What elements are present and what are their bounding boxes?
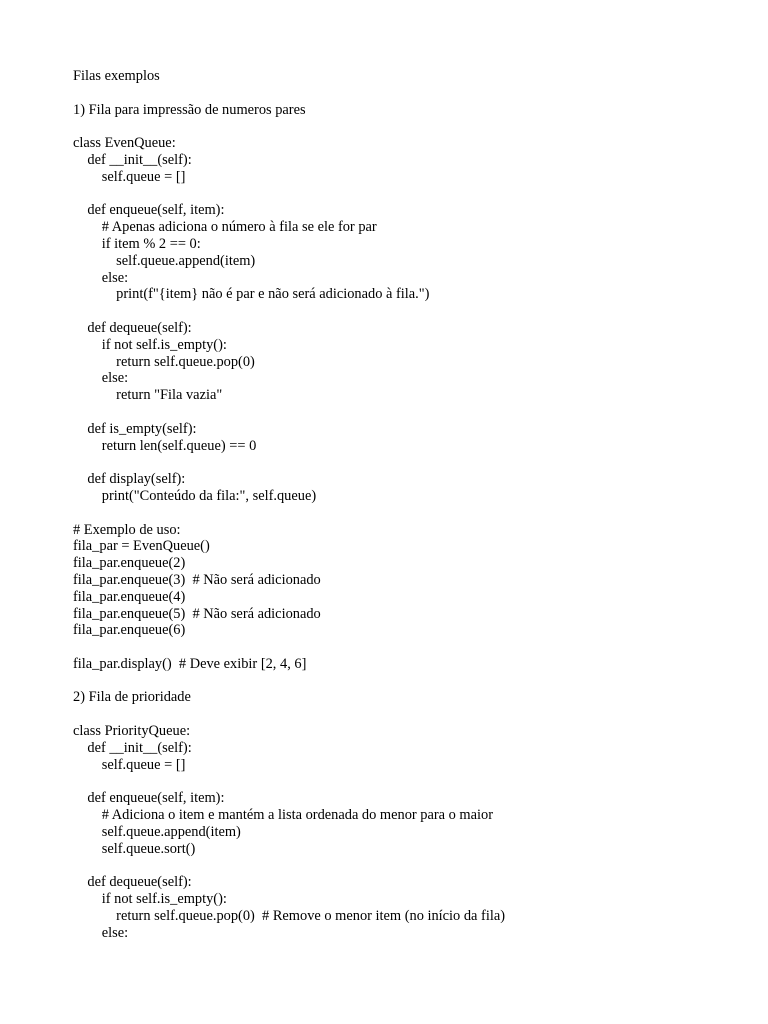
text-line: def enqueue(self, item): bbox=[73, 202, 225, 219]
text-line: fila_par.enqueue(6) bbox=[73, 622, 186, 639]
blank-line bbox=[73, 118, 733, 135]
text-line: fila_par.enqueue(4) bbox=[73, 588, 186, 605]
text-line: else: bbox=[73, 924, 129, 941]
blank-line bbox=[73, 303, 733, 320]
blank-line bbox=[73, 706, 733, 723]
text-line: fila_par.display() # Deve exibir [2, 4, 6] bbox=[73, 655, 307, 672]
text-line: fila_par.enqueue(3) # Não será adicionado bbox=[73, 571, 321, 588]
text-line: self.queue.append(item) bbox=[73, 252, 256, 269]
text-line: if not self.is_empty(): bbox=[73, 891, 227, 908]
text-line: self.queue.append(item) bbox=[73, 823, 241, 840]
text-line: # Apenas adiciona o número à fila se ele for par bbox=[73, 219, 377, 236]
text-line: # Adiciona o item e mantém a lista ordenada do menor para o maior bbox=[73, 807, 493, 824]
text-line: if item % 2 == 0: bbox=[73, 235, 201, 252]
text-line: def dequeue(self): bbox=[73, 874, 192, 891]
text-line: fila_par.enqueue(5) # Não será adicionado bbox=[73, 605, 321, 622]
text-line: fila_par = EvenQueue() bbox=[73, 538, 210, 555]
text-line: self.queue = [] bbox=[73, 756, 186, 773]
text-line: def dequeue(self): bbox=[73, 319, 192, 336]
text-line: 2) Fila de prioridade bbox=[73, 689, 191, 706]
blank-line bbox=[73, 85, 733, 102]
text-line: else: bbox=[73, 269, 129, 286]
text-line: 1) Fila para impressão de numeros pares bbox=[73, 101, 306, 118]
text-line: class PriorityQueue: bbox=[73, 723, 191, 740]
text-line: def is_empty(self): bbox=[73, 420, 197, 437]
text-line: print(f"{item} não é par e não será adicionado à fila.") bbox=[73, 286, 430, 303]
blank-line bbox=[73, 186, 733, 203]
text-line: def __init__(self): bbox=[73, 151, 192, 168]
text-line: if not self.is_empty(): bbox=[73, 336, 227, 353]
blank-line bbox=[73, 673, 733, 690]
text-line: return self.queue.pop(0) # Remove o menor item (no início da fila) bbox=[73, 907, 505, 924]
text-line: # Exemplo de uso: bbox=[73, 521, 181, 538]
text-line: self.queue = [] bbox=[73, 168, 186, 185]
text-line: def enqueue(self, item): bbox=[73, 790, 225, 807]
text-line: Filas exemplos bbox=[73, 68, 160, 84]
text-line: else: bbox=[73, 370, 129, 387]
text-line: self.queue.sort() bbox=[73, 840, 196, 857]
text-line: class EvenQueue: bbox=[73, 135, 176, 152]
blank-line bbox=[73, 773, 733, 790]
text-line: return "Fila vazia" bbox=[73, 387, 223, 404]
text-line: print("Conteúdo da fila:", self.queue) bbox=[73, 487, 317, 504]
blank-line bbox=[73, 404, 733, 421]
text-line: return len(self.queue) == 0 bbox=[73, 437, 257, 454]
blank-line bbox=[73, 454, 733, 471]
document-body bbox=[73, 68, 733, 941]
blank-line bbox=[73, 639, 733, 656]
blank-line bbox=[73, 505, 733, 522]
text-line: return self.queue.pop(0) bbox=[73, 353, 255, 370]
blank-line bbox=[73, 857, 733, 874]
text-line: fila_par.enqueue(2) bbox=[73, 555, 186, 572]
text-line: def __init__(self): bbox=[73, 739, 192, 756]
text-line: def display(self): bbox=[73, 471, 186, 488]
